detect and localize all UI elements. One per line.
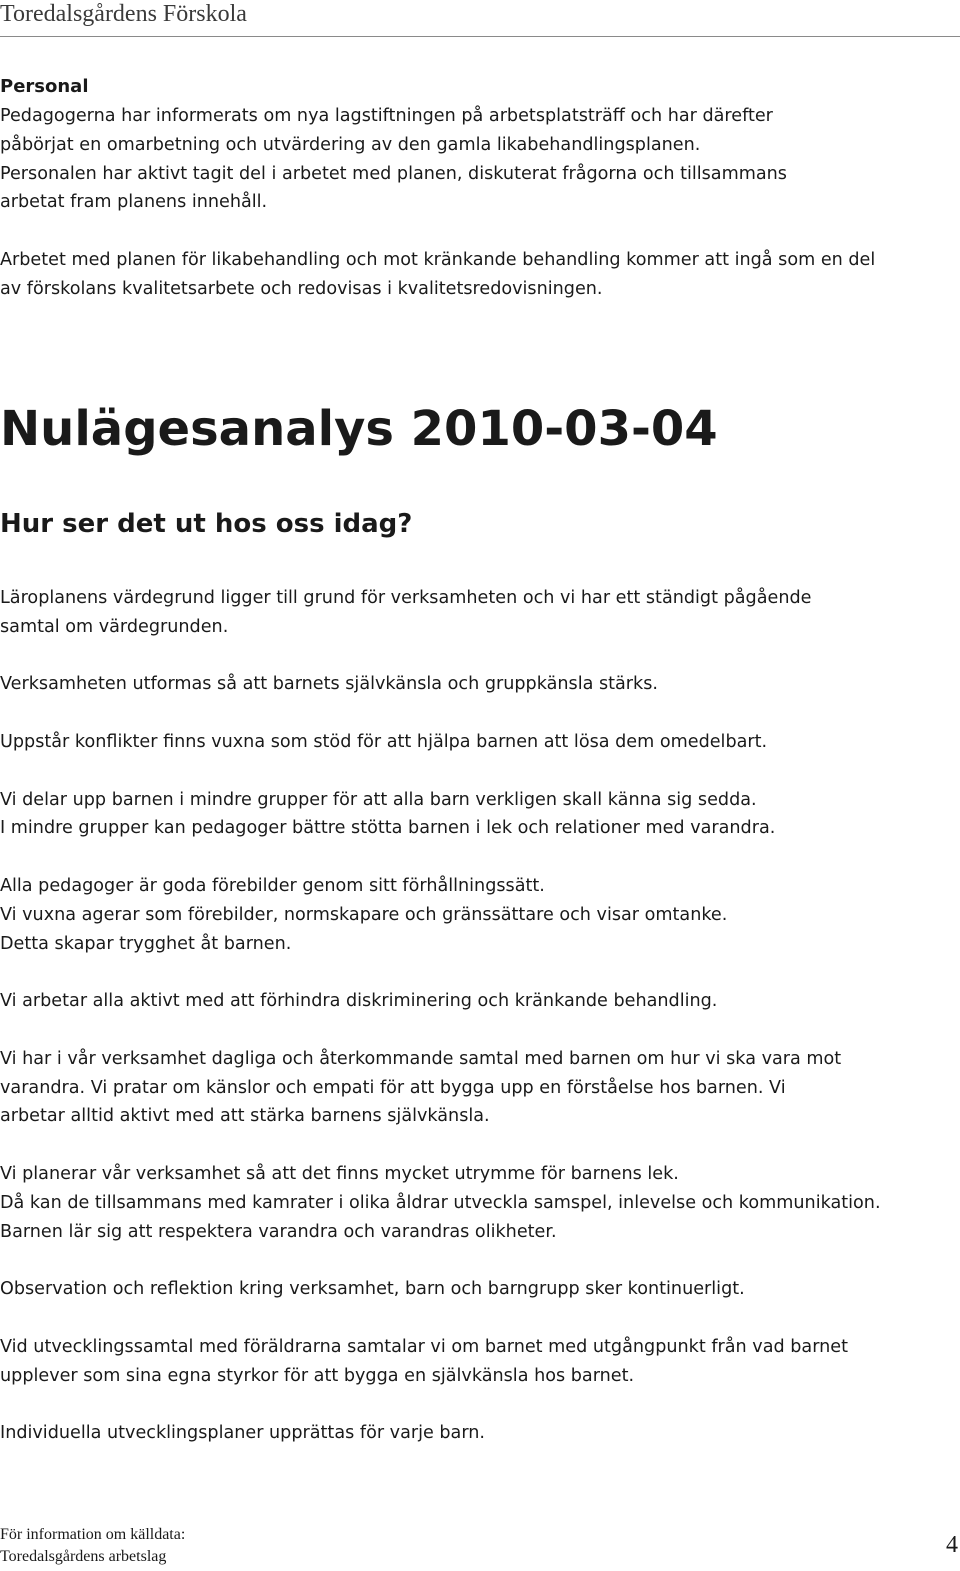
text-line: varandra. Vi pratar om känslor och empati för att bygga upp en förståelse hos barnen. Vi xyxy=(0,1077,786,1098)
analysis-subtitle: Hur ser det ut hos oss idag? xyxy=(0,509,413,539)
text-line: Vi har i vår verksamhet dagliga och återkommande samtal med barnen om hur vi ska vara mot xyxy=(0,1048,842,1069)
analysis-paragraph xyxy=(0,1160,960,1246)
analysis-paragraph xyxy=(0,1275,960,1304)
analysis-paragraph xyxy=(0,786,960,844)
text-line: Arbetet med planen för likabehandling och mot kränkande behandling kommer att ingå som en del xyxy=(0,249,876,270)
analysis-paragraph xyxy=(0,872,960,958)
text-line: Barnen lär sig att respektera varandra och varandras olikheter. xyxy=(0,1221,557,1242)
analysis-paragraph xyxy=(0,584,960,642)
text-line: arbetar alltid aktivt med att stärka barnens självkänsla. xyxy=(0,1106,490,1127)
personal-paragraph-2 xyxy=(0,246,960,304)
analysis-paragraph xyxy=(0,728,960,757)
text-line: av förskolans kvalitetsarbete och redovisas i kvalitetsredovisningen. xyxy=(0,278,603,299)
text-line: Vi arbetar alla aktivt med att förhindra diskriminering och kränkande behandling. xyxy=(0,991,718,1012)
text-line: Läroplanens värdegrund ligger till grund för verksamheten och vi har ett ständigt pågående xyxy=(0,588,812,608)
text-line: Vid utvecklingssamtal med föräldrarna samtalar vi om barnet med utgångpunkt från vad barnet xyxy=(0,1336,848,1357)
text-line: Då kan de tillsammans med kamrater i olika åldrar utveckla samspel, inlevelse och kommunikation. xyxy=(0,1192,881,1213)
text-line: Vi planerar vår verksamhet så att det finns mycket utrymme för barnens lek. xyxy=(0,1163,679,1184)
text-line: Vi vuxna agerar som förebilder, normskapare och gränssättare och visar omtanke. xyxy=(0,904,728,925)
personal-heading: Personal xyxy=(0,76,89,97)
text-line: samtal om värdegrunden. xyxy=(0,616,229,637)
header-divider xyxy=(0,36,960,37)
page-number: 4 xyxy=(946,1532,958,1558)
text-line: Alla pedagoger är goda förebilder genom sitt förhållningssätt. xyxy=(0,875,545,896)
analysis-paragraph xyxy=(0,1333,960,1391)
analysis-paragraph xyxy=(0,987,960,1016)
analysis-body xyxy=(0,584,960,1477)
personal-paragraph-1 xyxy=(0,102,960,217)
text-line: I mindre grupper kan pedagoger bättre stötta barnen i lek och relationer med varandra. xyxy=(0,818,776,839)
text-line: arbetat fram planens innehåll. xyxy=(0,192,268,213)
text-line: Individuella utvecklingsplaner upprättas för varje barn. xyxy=(0,1423,486,1444)
text-line: Detta skapar trygghet åt barnen. xyxy=(0,933,292,954)
footer-source-label: För information om källdata: xyxy=(0,1526,186,1543)
analysis-paragraph xyxy=(0,1419,960,1448)
analysis-title: Nulägesanalys 2010-03-04 xyxy=(0,401,718,457)
text-line: Vi delar upp barnen i mindre grupper för att alla barn verkligen skall känna sig sedda. xyxy=(0,789,757,810)
text-line: påbörjat en omarbetning och utvärdering av den gamla likabehandlingsplanen. xyxy=(0,134,701,155)
personal-section xyxy=(0,72,960,332)
header-title: Toredalsgårdens Förskola xyxy=(0,1,247,27)
footer-source-name: Toredalsgårdens arbetslag xyxy=(0,1548,167,1565)
text-line: Observation och reflektion kring verksamhet, barn och barngrupp sker kontinuerligt. xyxy=(0,1279,745,1300)
analysis-paragraph xyxy=(0,670,960,699)
page-header xyxy=(0,0,960,38)
text-line: Pedagogerna har informerats om nya lagstiftningen på arbetsplatsträff och har därefter xyxy=(0,106,773,126)
page-footer xyxy=(0,1524,960,1571)
text-line: Personalen har aktivt tagit del i arbetet med planen, diskuterat frågorna och tillsammans xyxy=(0,163,787,184)
text-line: Verksamheten utformas så att barnets självkänsla och gruppkänsla stärks. xyxy=(0,674,658,695)
text-line: upplever som sina egna styrkor för att bygga en självkänsla hos barnet. xyxy=(0,1365,635,1386)
analysis-paragraph xyxy=(0,1045,960,1131)
text-line: Uppstår konflikter finns vuxna som stöd för att hjälpa barnen att lösa dem omedelbart. xyxy=(0,731,768,752)
